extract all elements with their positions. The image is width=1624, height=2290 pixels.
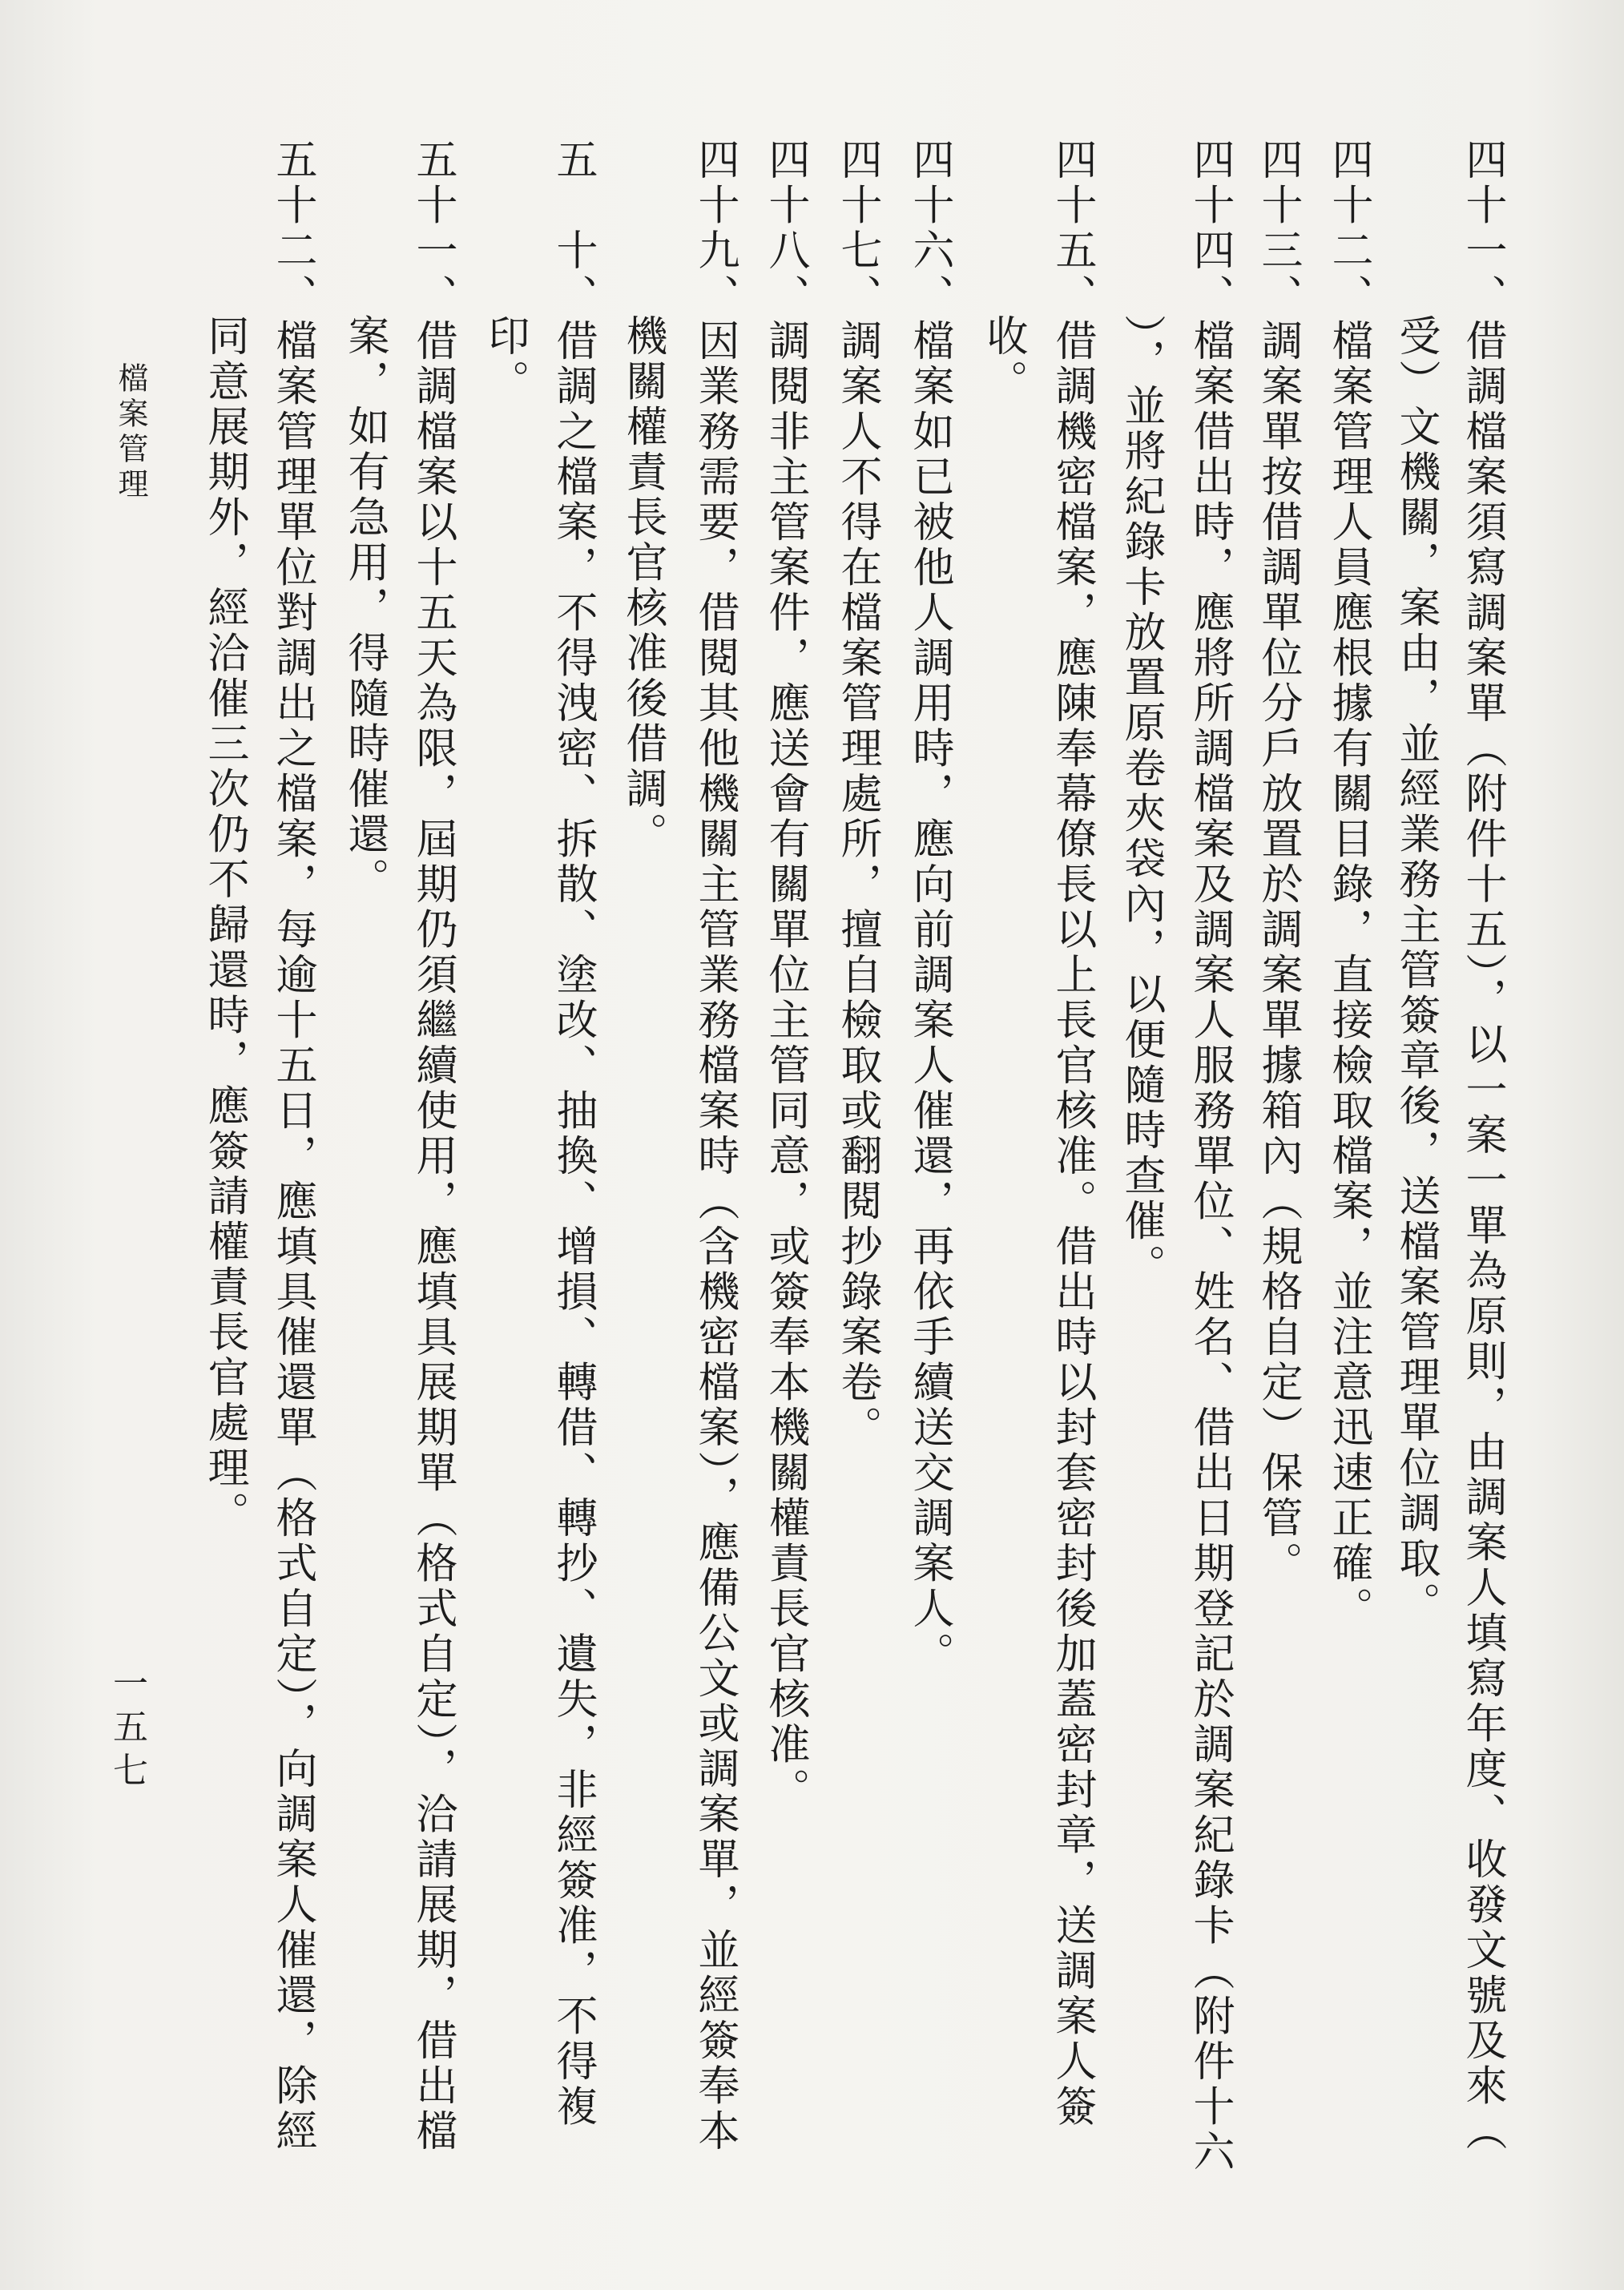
text-column-5: 四十四、檔案借出時，應將所調檔案及調案人服務單位、姓名、借出日期登記於調案紀錄卡（附件十六 — [1186, 138, 1234, 2175]
page-number: 一五七 — [107, 1665, 147, 1795]
text-column-10: 四十七、調案人不得在檔案管理處所，擅自檢取或翻閱抄錄案卷。 — [833, 138, 881, 1451]
text-column-3: 四十二、檔案管理人員應根據有關目錄，直接檢取檔案，並注意迅速正確。 — [1324, 138, 1372, 1632]
text-column-4: 四十三、調案單按借調單位分戶放置於調案單據箱內（規格自定）保管。 — [1254, 138, 1302, 1586]
text-column-15: 印。 — [481, 314, 529, 405]
text-column-8: 收。 — [979, 314, 1027, 405]
text-column-11: 四十八、調閱非主管案件，應送會有關單位主管同意，或簽奉本機關權責長官核准。 — [761, 138, 809, 1813]
text-column-19: 同意展期外，經洽催三次仍不歸還時，應簽請權責長官處理。 — [200, 314, 248, 1537]
text-column-17: 案，如有急用，得隨時催還。 — [341, 314, 389, 903]
text-column-18: 五十二、檔案管理單位對調出之檔案，每逾十五日，應填具催還單（格式自定），向調案人催還，除經 — [268, 138, 316, 2155]
text-column-7: 四十五、借調機密檔案，應陳奉幕僚長以上長官核准。借出時以封套密封後加蓋密封章，送調案人簽 — [1048, 138, 1096, 2130]
text-column-13: 機關權責長官核准後借調。 — [619, 314, 667, 857]
text-column-14: 五 十、借調之檔案，不得洩密、拆散、塗改、抽換、增損、轉借、轉抄、遺失，非經簽准，不得複 — [549, 138, 597, 2130]
text-column-6: ），並將紀錄卡放置原卷夾袋內，以便隨時查催。 — [1117, 314, 1165, 1289]
text-column-2: 受）文機關，案由，並經業務主管簽章後，送檔案管理單位調取。 — [1392, 314, 1440, 1627]
running-title: 檔案管理 — [113, 362, 148, 503]
text-column-12: 四十九、因業務需要，借閱其他機關主管業務檔案時（含機密檔案），應備公文或調案單，並經簽奉本 — [691, 138, 739, 2155]
text-column-16: 五十一、借調檔案以十五天為限，屆期仍須繼續使用，應填具展期單（格式自定），洽請展期，借出檔 — [409, 138, 457, 2155]
text-column-9: 四十六、檔案如已被他人調用時，應向前調案人催還，再依手續送交調案人。 — [905, 138, 953, 1677]
text-column-1: 四十一、借調檔案須寫調案單（附件十五），以一案一單為原則，由調案人填寫年度、收發文號及來（ — [1458, 138, 1506, 2155]
